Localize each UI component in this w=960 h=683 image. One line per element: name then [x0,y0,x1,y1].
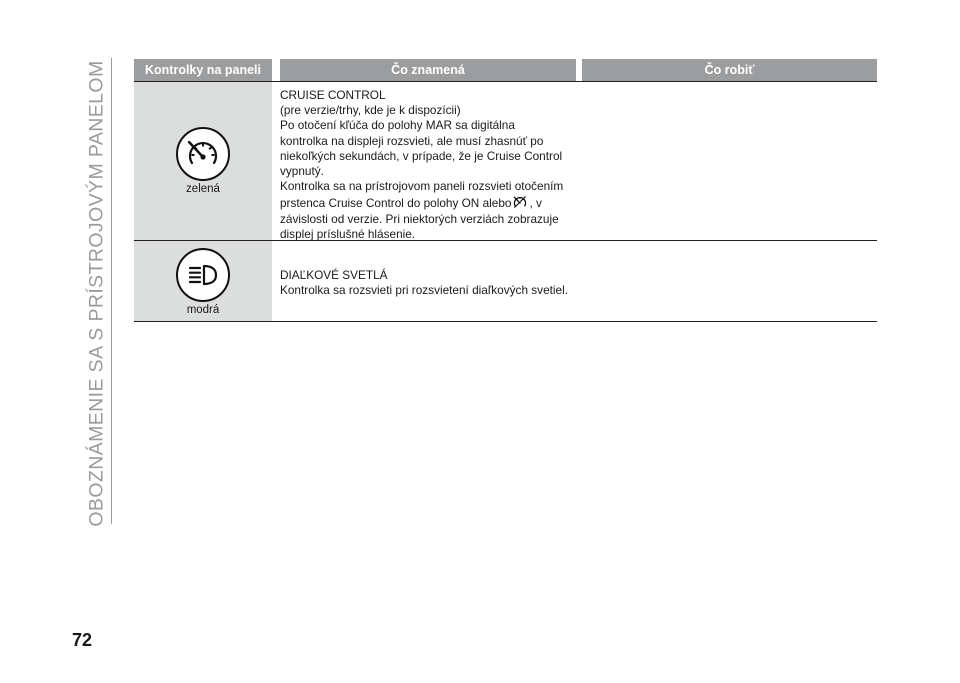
high-beam-icon [183,255,223,295]
icon-color-label: zelená [186,183,220,195]
side-rule-divider [111,58,112,524]
page-number: 72 [72,630,93,650]
meaning-line-with-icon [280,194,575,211]
table-row [134,81,877,241]
icon-frame [176,127,230,181]
action-cell [575,241,877,321]
header-indicator-column: Kontrolky na paneli [134,59,272,81]
meaning-line: niekoľkých sekundách, v prípade, že je Cruise Control [280,148,563,163]
header-meaning-column: Čo znamená [280,59,576,81]
meaning-line: kontrolka na displeji rozsvieti, ale musí zhasnúť po [280,133,544,148]
cruise-control-icon [183,134,223,174]
meaning-line: displej príslušné hlásenie. [280,226,416,241]
icon-frame [176,248,230,302]
meaning-line: (pre verzie/trhy, kde je k dispozícii) [280,103,461,118]
indicator-cell [134,241,272,321]
meaning-line: vypnutý. [280,164,324,179]
header-action-column: Čo robiť [582,59,877,81]
meaning-title: DIAĽKOVÉ SVETLÁ [280,268,388,282]
meaning-inline-before: prstenca Cruise Control do polohy ON alebo [280,196,512,211]
meaning-line: závislosti od verzie. Pri niektorých verziách zobrazuje [280,211,559,226]
meaning-line: Kontrolka sa na prístrojovom paneli rozsvieti otočením [280,179,564,194]
meaning-inline-after: , v [529,196,542,211]
meaning-cell [272,241,575,321]
meaning-title: CRUISE CONTROL [280,88,386,102]
meaning-cell [272,82,575,240]
side-section-title-container [84,60,110,526]
indicator-cell [134,82,272,240]
table-row [134,241,877,322]
meaning-line: Po otočení kľúča do polohy MAR sa digitálna [280,118,515,133]
warning-lights-table [134,59,877,322]
side-section-title: OBOZNÁMENIE SA S PRÍSTROJOVÝM PANELOM [85,59,108,527]
action-cell [575,82,877,240]
meaning-line: Kontrolka sa rozsvieti pri rozsvietení diaľkových svetiel. [280,283,568,298]
icon-color-label: modrá [186,304,220,316]
cruise-control-small-icon [512,194,528,210]
table-header [134,59,877,81]
